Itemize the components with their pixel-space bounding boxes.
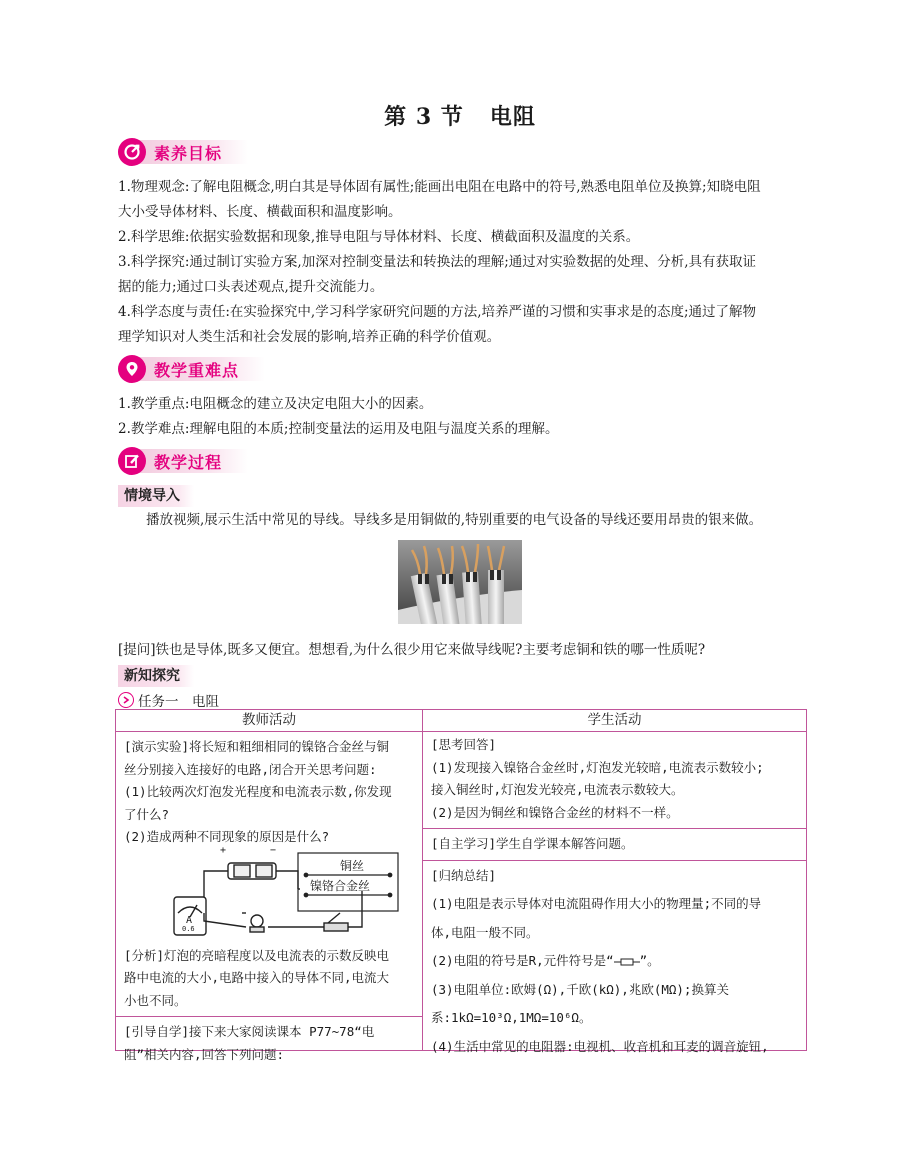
keypoints-heading <box>118 355 265 383</box>
goals-line: 2.科学思维:依据实验数据和现象,推导电阻与导体材料、长度、横截面积及温度的关系。 <box>118 229 640 245</box>
resistor-symbol-icon <box>614 953 640 968</box>
teacher-line: 路中电流的大小,电路中接入的导体不同,电流大 <box>124 970 390 985</box>
keypoints-text <box>118 392 802 442</box>
teacher-line: [引导自学]接下来大家阅读课本 P77~78“电 <box>124 1024 375 1039</box>
location-pin-icon <box>118 355 146 383</box>
task-title: 任务一 电阻 <box>138 694 219 710</box>
circuit-diagram <box>164 844 400 945</box>
student-line: (2)是因为铜丝和镍铬合金丝的材料不一样。 <box>431 804 679 820</box>
plus-terminal: + <box>220 844 227 856</box>
student-line: (1)发现接入镍铬合金丝时,灯泡发光较暗,电流表示数较小; <box>431 759 764 775</box>
goals-line: 4.科学态度与责任:在实验探究中,学习科学家研究问题的方法,培养严谨的习惯和实事求是的态度;通过了解物 <box>118 304 757 320</box>
teacher-line: 小也不同。 <box>124 992 187 1008</box>
symbol-text-after: ”。 <box>639 953 660 968</box>
student-header: 学生活动 <box>423 710 806 732</box>
section-number: 第 3 节 <box>384 104 464 130</box>
ammeter-scale: 0.6 <box>182 924 195 933</box>
student-column <box>423 710 806 1054</box>
keypoints-heading-label: 教学重难点 <box>154 360 240 380</box>
student-line: [归纳总结] <box>431 867 497 883</box>
goals-line: 据的能力;通过口头表述观点,提升交流能力。 <box>118 279 384 295</box>
teacher-line: (1)比较两次灯泡发光程度和电流表示数,你发现 <box>124 784 392 799</box>
student-line: (4)生活中常见的电阻器:电视机、收音机和耳麦的调音旋钮, <box>431 1038 769 1054</box>
goals-heading-label: 素养目标 <box>154 143 223 163</box>
task-label <box>118 691 219 709</box>
student-line <box>431 950 798 973</box>
goals-line: 3.科学探究:通过制订实验方案,加深对控制变量法和转换法的理解;通过对实验数据的处理、分析,具有获取证 <box>118 254 757 270</box>
keypoints-line: 1.教学重点:电阻概念的建立及决定电阻大小的因素。 <box>118 396 433 412</box>
ammeter-label: A <box>186 914 193 926</box>
teacher-line: [演示实验]将长短和粗细相同的镍铬合金丝与铜 <box>124 739 390 754</box>
process-heading <box>118 447 248 475</box>
student-line: [思考回答] <box>431 737 497 752</box>
symbol-text-before: (2)电阻的符号是R,元件符号是“ <box>431 953 614 968</box>
teacher-header: 教师活动 <box>116 710 422 732</box>
task-arrow-icon <box>118 692 134 708</box>
student-content <box>423 732 806 1058</box>
goals-line: 理学知识对人类生活和社会发展的影响,培养正确的科学价值观。 <box>118 329 501 345</box>
section-title: 电阻 <box>489 104 536 130</box>
explore-heading: 新知探究 <box>118 665 194 687</box>
goals-heading <box>118 138 248 166</box>
question-text <box>118 638 802 663</box>
goal-icon <box>118 138 146 166</box>
goals-text <box>118 175 802 350</box>
teacher-line: 了什么? <box>124 806 170 822</box>
question-paragraph: [提问]铁也是导体,既多又便宜。想想看,为什么很少用它来做导线呢?主要考虑铜和铁的哪一性质呢? <box>118 642 706 658</box>
student-line: (3)电阻单位:欧姆(Ω),千欧(kΩ),兆欧(MΩ);换算关 <box>431 981 729 997</box>
student-line: 接入铜丝时,灯泡发光较亮,电流表示数较大。 <box>431 782 684 797</box>
intro-heading: 情境导入 <box>118 485 194 507</box>
activity-table <box>115 709 807 1062</box>
process-heading-label: 教学过程 <box>154 452 223 472</box>
goals-line: 1.物理观念:了解电阻概念,明白其是导体固有属性;能画出电阻在电路中的符号,熟悉电阻单位及换算;知晓电阻 <box>118 179 761 195</box>
copper-wire-label: 铜丝 <box>340 858 365 873</box>
minus-terminal: − <box>270 844 277 856</box>
keypoints-line: 2.教学难点:理解电阻的本质;控制变量法的运用及电阻与温度关系的理解。 <box>118 421 559 437</box>
teacher-line: 阻”相关内容,回答下列问题: <box>124 1046 285 1062</box>
edit-icon <box>118 447 146 475</box>
goals-line: 大小受导体材料、长度、横截面积和温度影响。 <box>118 204 402 220</box>
teacher-line: (2)造成两种不同现象的原因是什么? <box>124 829 330 844</box>
cable-photo <box>398 540 522 624</box>
teacher-content <box>116 732 422 1066</box>
teacher-column <box>116 710 423 1062</box>
intro-text <box>118 508 802 533</box>
student-line: 体,电阻一般不同。 <box>431 924 539 940</box>
student-line: [自主学习]学生自学课本解答问题。 <box>431 836 634 851</box>
intro-paragraph: 播放视频,展示生活中常见的导线。导线多是用铜做的,特别重要的电气设备的导线还要用昂贵的银来做。 <box>146 512 763 528</box>
nichrome-wire-label: 镍铬合金丝 <box>310 878 371 893</box>
page-title <box>0 100 920 131</box>
student-line: 系:1kΩ=10³Ω,1MΩ=10⁶Ω。 <box>431 1010 592 1025</box>
student-line: (1)电阻是表示导体对电流阻碍作用大小的物理量;不同的导 <box>431 896 762 911</box>
teacher-line: 丝分别接入连接好的电路,闭合开关思考问题: <box>124 761 377 777</box>
teacher-line: [分析]灯泡的亮暗程度以及电流表的示数反映电 <box>124 947 390 963</box>
